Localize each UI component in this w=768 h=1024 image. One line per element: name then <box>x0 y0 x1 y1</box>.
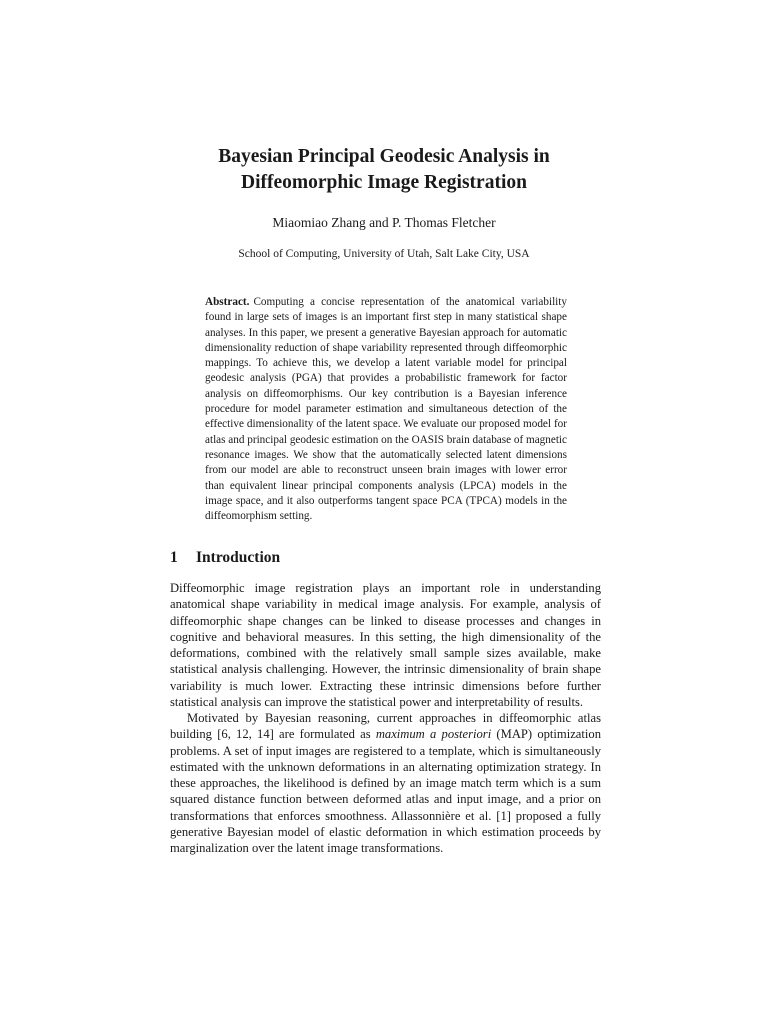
section-heading-introduction <box>170 548 610 568</box>
paper-title-line-1: Bayesian Principal Geodesic Analysis in <box>218 146 550 167</box>
abstract <box>205 295 567 524</box>
paper-affiliation: School of Computing, University of Utah, Salt Lake City, USA <box>238 248 530 260</box>
paper-title <box>120 144 648 196</box>
paragraph-2-part-b: (MAP) optimization problems. A set of input images are registered to a template, which is simultaneously estimated with the unknown deformations in an alternating optimization strategy. In these approaches, the likelihood is defined by an image match term which is a sum squared distance function between deformed atlas and input image, and a prior on transformations that enforces smoothness. Allassonnière et al. [1] proposed a fully generative Bayesian model of elastic deformation in which estimation proceeds by marginalization over the latent image transformations. <box>170 727 601 855</box>
paragraph-2-emphasis: maximum a posteriori <box>375 727 492 742</box>
introduction-body <box>170 580 601 856</box>
paper-authors: Miaomiao Zhang and P. Thomas Fletcher <box>272 215 496 230</box>
abstract-label: Abstract. <box>205 296 250 308</box>
paragraph-2-part-a: Motivated by Bayesian reasoning, current approaches in diffeomorphic atlas building [6, 12, 14] are formulated as <box>170 711 601 742</box>
abstract-text: Computing a concise representation of the anatomical variability found in large sets of images is an important first step in many statistical shape analyses. In this paper, we present a generative Bayesian approach for automatic dimensionality reduction of shape variability represented through diffeomorphic mappings. To achieve this, we develop a latent variable model for principal geodesic analysis (PGA) that provides a probabilistic framework for factor analysis on diffeomorphisms. Our key contribution is a Bayesian inference procedure for model parameter estimation and simultaneous detection of the effective dimensionality of the latent space. We evaluate our proposed model for atlas and principal geodesic estimation on the OASIS brain database of magnetic resonance images. We show that the automatically selected latent dimensions from our model are able to reconstruct unseen brain images with lower error than equivalent linear principal components analysis (LPCA) models in the image space, and it also outperforms tangent space PCA (TPCA) models in the diffeomorphism setting. <box>205 296 567 523</box>
section-title: Introduction <box>196 549 281 566</box>
section-number: 1 <box>170 549 178 566</box>
introduction-paragraph-2 <box>170 710 601 856</box>
introduction-paragraph-1: Diffeomorphic image registration plays an important role in understanding anatomical shape variability in medical image analysis. For example, analysis of diffeomorphic shape changes can be linked to disease processes and changes in cognitive and behavioral measures. In this setting, the high dimensionality of the deformations, combined with the relatively small sample sizes available, make statistical analysis challenging. However, the intrinsic dimensionality of brain shape variability is much lower. Extracting these intrinsic dimensions before further statistical analysis can improve the statistical power and interpretability of results. <box>170 581 601 709</box>
paper-title-line-2: Diffeomorphic Image Registration <box>241 172 527 193</box>
